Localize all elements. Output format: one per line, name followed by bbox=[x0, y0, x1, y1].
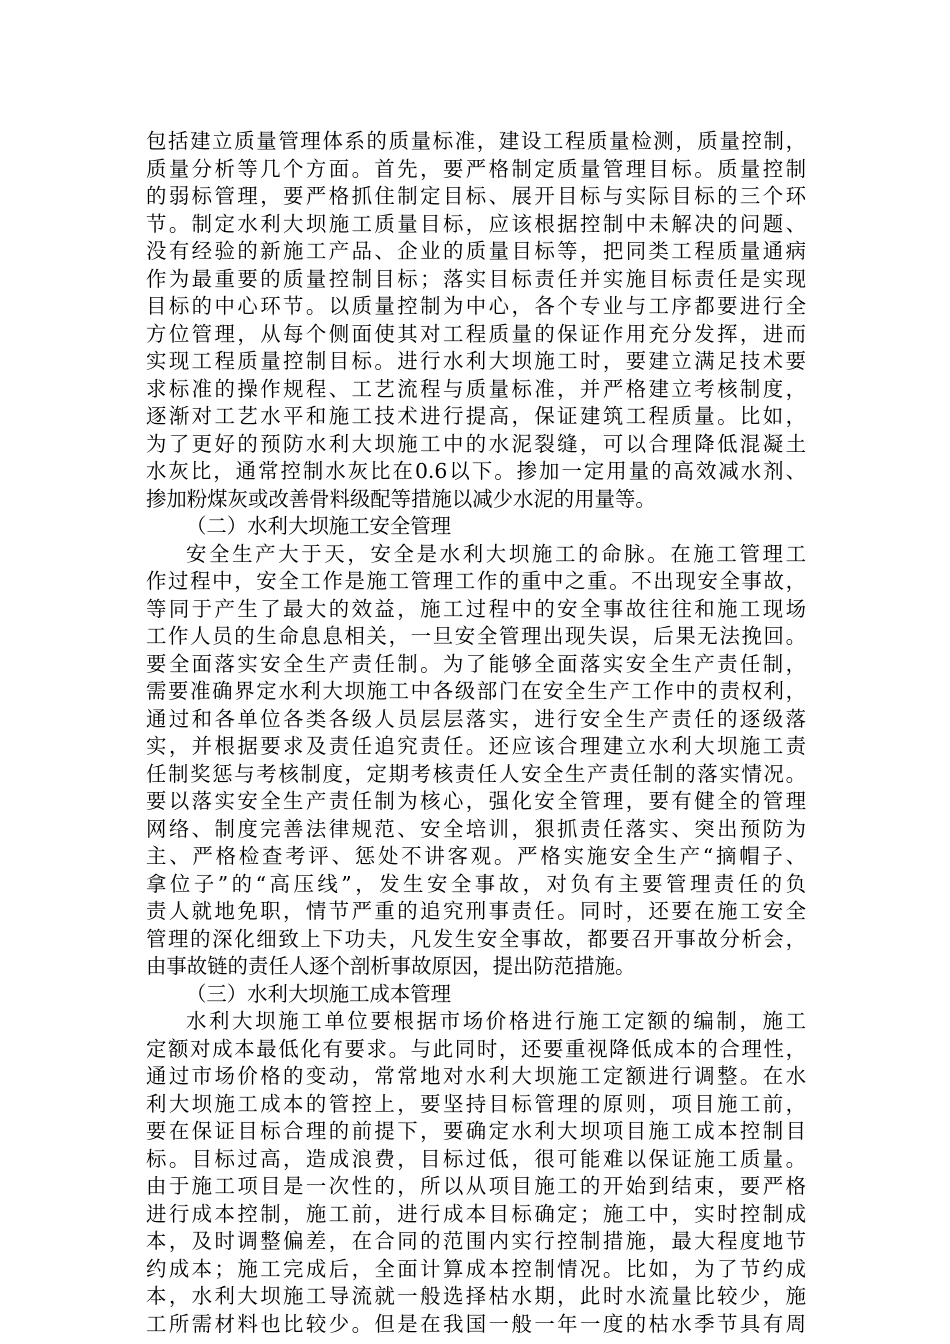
body-line: 为了更好的预防水利大坝施工中的水泥裂缝，可以合理降低混凝土 bbox=[146, 431, 806, 456]
body-line: 通过和各单位各类各级人员层层落实，进行安全生产责任的逐级落 bbox=[146, 706, 806, 731]
body-line: 通过市场价格的变动，常常地对水利大坝施工定额进行调整。在水 bbox=[146, 1064, 806, 1088]
body-line: 本，水利大坝施工导流就一般选择枯水期，此时水流量比较少，施 bbox=[146, 1284, 806, 1308]
body-line: 求标准的操作规程、工艺流程与质量标准，并严格建立考核制度， bbox=[146, 376, 806, 401]
body-line: 责人就地免职，情节严重的追究刑事责任。同时，还要在施工安全 bbox=[146, 899, 806, 923]
body-line: 方位管理，从每个侧面使其对工程质量的保证作用充分发挥，进而 bbox=[146, 321, 806, 346]
body-line: 目标的中心环节。以质量控制为中心，各个专业与工序都要进行全 bbox=[146, 294, 806, 318]
body-line: 水灰比，通常控制水灰比在0.6以下。掺加一定用量的高效减水剂、 bbox=[146, 459, 806, 483]
body-line: 的弱标管理，要严格抓住制定目标、展开目标与实际目标的三个环 bbox=[146, 184, 806, 208]
body-line: 任制奖惩与考核制度，定期考核责任人安全生产责任制的落实情况。 bbox=[146, 761, 806, 786]
body-line: 管理的深化细致上下功夫，凡发生安全事故，都要召开事故分析会， bbox=[146, 926, 806, 951]
body-line: 本，及时调整偏差，在合同的范围内实行控制措施，最大程度地节 bbox=[146, 1229, 806, 1253]
body-line: 工作人员的生命息息相关，一旦安全管理出现失误，后果无法挽回。 bbox=[146, 624, 806, 648]
section-heading: （三）水利大坝施工成本管理 bbox=[186, 981, 452, 1006]
body-line: 网络、制度完善法律规范、安全培训，狠抓责任落实、突出预防为 bbox=[146, 816, 806, 841]
body-line: 等同于产生了最大的效益，施工过程中的安全事故往往和施工现场 bbox=[146, 596, 806, 621]
body-line: 标。目标过高，造成浪费，目标过低，很可能难以保证施工质量。 bbox=[146, 1146, 806, 1171]
body-line: 水利大坝施工单位要根据市场价格进行施工定额的编制，施工 bbox=[186, 1009, 806, 1033]
body-line: 要在保证目标合理的前提下，要确定水利大坝项目施工成本控制目 bbox=[146, 1119, 806, 1143]
body-line: 作过程中，安全工作是施工管理工作的重中之重。不出现安全事故， bbox=[146, 569, 806, 593]
body-line: 约成本；施工完成后，全面计算成本控制情况。比如，为了节约成 bbox=[146, 1256, 806, 1281]
body-line: 包括建立质量管理体系的质量标准，建设工程质量检测，质量控制， bbox=[146, 129, 806, 153]
body-line: 定额对成本最低化有要求。与此同时，还要重视降低成本的合理性， bbox=[146, 1036, 806, 1061]
body-line: 拿位子”的“高压线”，发生安全事故，对负有主要管理责任的负 bbox=[146, 871, 806, 896]
body-line: 没有经验的新施工产品、企业的质量目标等，把同类工程质量通病 bbox=[146, 239, 806, 263]
body-line: 作为最重要的质量控制目标；落实目标责任并实施目标责任是实现 bbox=[146, 266, 806, 291]
body-line: 工所需材料也比较少。但是在我国一般一年一度的枯水季节具有周 bbox=[146, 1311, 806, 1336]
body-line: 由事故链的责任人逐个剖析事故原因，提出防范措施。 bbox=[146, 954, 636, 978]
body-line: 节。制定水利大坝施工质量目标，应该根据控制中未解决的问题、 bbox=[146, 211, 806, 236]
body-line: 主、严格检查考评、惩处不讲客观。严格实施安全生产“摘帽子、 bbox=[146, 844, 806, 868]
body-line: 逐渐对工艺水平和施工技术进行提高，保证建筑工程质量。比如， bbox=[146, 404, 806, 428]
body-line: 需要准确界定水利大坝施工中各级部门在安全生产工作中的责权利， bbox=[146, 679, 806, 703]
body-line: 要以落实安全生产责任制为核心，强化安全管理，要有健全的管理 bbox=[146, 789, 806, 813]
body-line: 要全面落实安全生产责任制。为了能够全面落实安全生产责任制， bbox=[146, 651, 806, 676]
body-line: 实现工程质量控制目标。进行水利大坝施工时，要建立满足技术要 bbox=[146, 349, 806, 373]
body-line: 安全生产大于天，安全是水利大坝施工的命脉。在施工管理工 bbox=[186, 541, 806, 566]
body-line: 进行成本控制，施工前，进行成本目标确定；施工中，实时控制成 bbox=[146, 1201, 806, 1226]
section-heading: （二）水利大坝施工安全管理 bbox=[186, 514, 452, 538]
body-line: 实，并根据要求及责任追究责任。还应该合理建立水利大坝施工责 bbox=[146, 734, 806, 758]
body-line: 由于施工项目是一次性的，所以从项目施工的开始到结束，要严格 bbox=[146, 1174, 806, 1198]
body-line: 质量分析等几个方面。首先，要严格制定质量管理目标。质量控制 bbox=[146, 156, 806, 181]
body-line: 掺加粉煤灰或改善骨料级配等措施以减少水泥的用量等。 bbox=[146, 486, 656, 511]
body-line: 利大坝施工成本的管控上，要坚持目标管理的原则，项目施工前， bbox=[146, 1091, 806, 1116]
